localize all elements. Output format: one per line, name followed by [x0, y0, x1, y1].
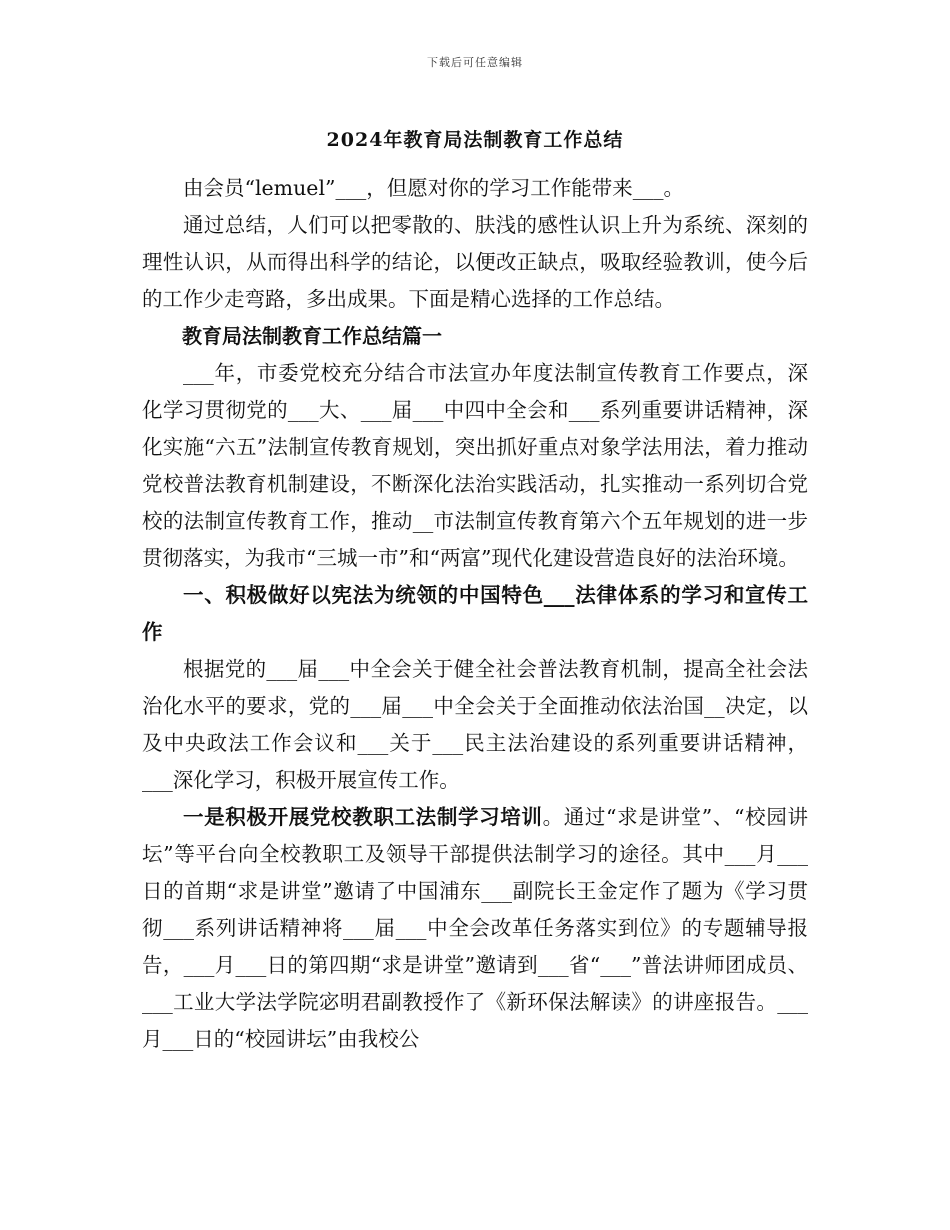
training-paragraph [142, 799, 808, 1058]
section-title: 教育局法制教育工作总结篇一 [182, 324, 442, 348]
document-title: 2024年教育局法制教育工作总结 [326, 129, 624, 151]
overview-paragraph: ___年，市委党校充分结合市法宣办年度法制宣传教育工作要点，深化学习贯彻党的___大、___届___中四中全会和___系列重要讲话精神，深化实施“六五”法制宣传教育规划，突出抓好重点对象学法用法，着力推动党校普法教育机制建设，不断深化法治实践活动，扎实推动一系列切合党校的法制宣传教育工作，推动__市法制宣传教育第六个五年规划的进一步贯彻落实，为我市“三城一市”和“两富”现代化建设营造良好的法治环境。 [142, 361, 808, 570]
training-lead: 一是积极开展党校教职工法制学习培训 [183, 805, 543, 829]
basis-paragraph: 根据党的___届___中全会关于健全社会普法教育机制，提高全社会法治化水平的要求，党的___届___中全会关于全面推动依法治国__决定，以及中央政法工作会议和___关于___民主法治建设的系列重要讲话精神，___深化学习，积极开展宣传工作。 [142, 657, 808, 792]
header-note: 下载后可任意编辑 [427, 56, 523, 69]
document-body [142, 170, 808, 1058]
summary-paragraph: 通过总结，人们可以把零散的、肤浅的感性认识上升为系统、深刻的理性认识，从而得出科学的结论，以便改正缺点，吸取经验教训，使今后的工作少走弯路，多出成果。下面是精心选择的工作总结。 [142, 213, 808, 311]
heading-one: 一、积极做好以宪法为统领的中国特色___法律体系的学习和宣传工作 [142, 583, 808, 644]
training-text: 。通过“求是讲堂”、“校园讲坛”等平台向全校教职工及领导干部提供法制学习的途径。其中___月___日的首期“求是讲堂”邀请了中国浦东___副院长王金定作了题为《学习贯彻___系列讲话精神将___届___中全会改革任务落实到位》的专题辅导报告，___月___日的第四期“求是讲堂”邀请到___省“___”普法讲师团成员、___工业大学法学院宓明君副教授作了《新环保法解读》的讲座报告。___月___日的“校园讲坛”由我校公 [142, 805, 808, 1051]
intro-paragraph: 由会员“lemuel”___，但愿对你的学习工作能带来___。 [183, 176, 684, 200]
